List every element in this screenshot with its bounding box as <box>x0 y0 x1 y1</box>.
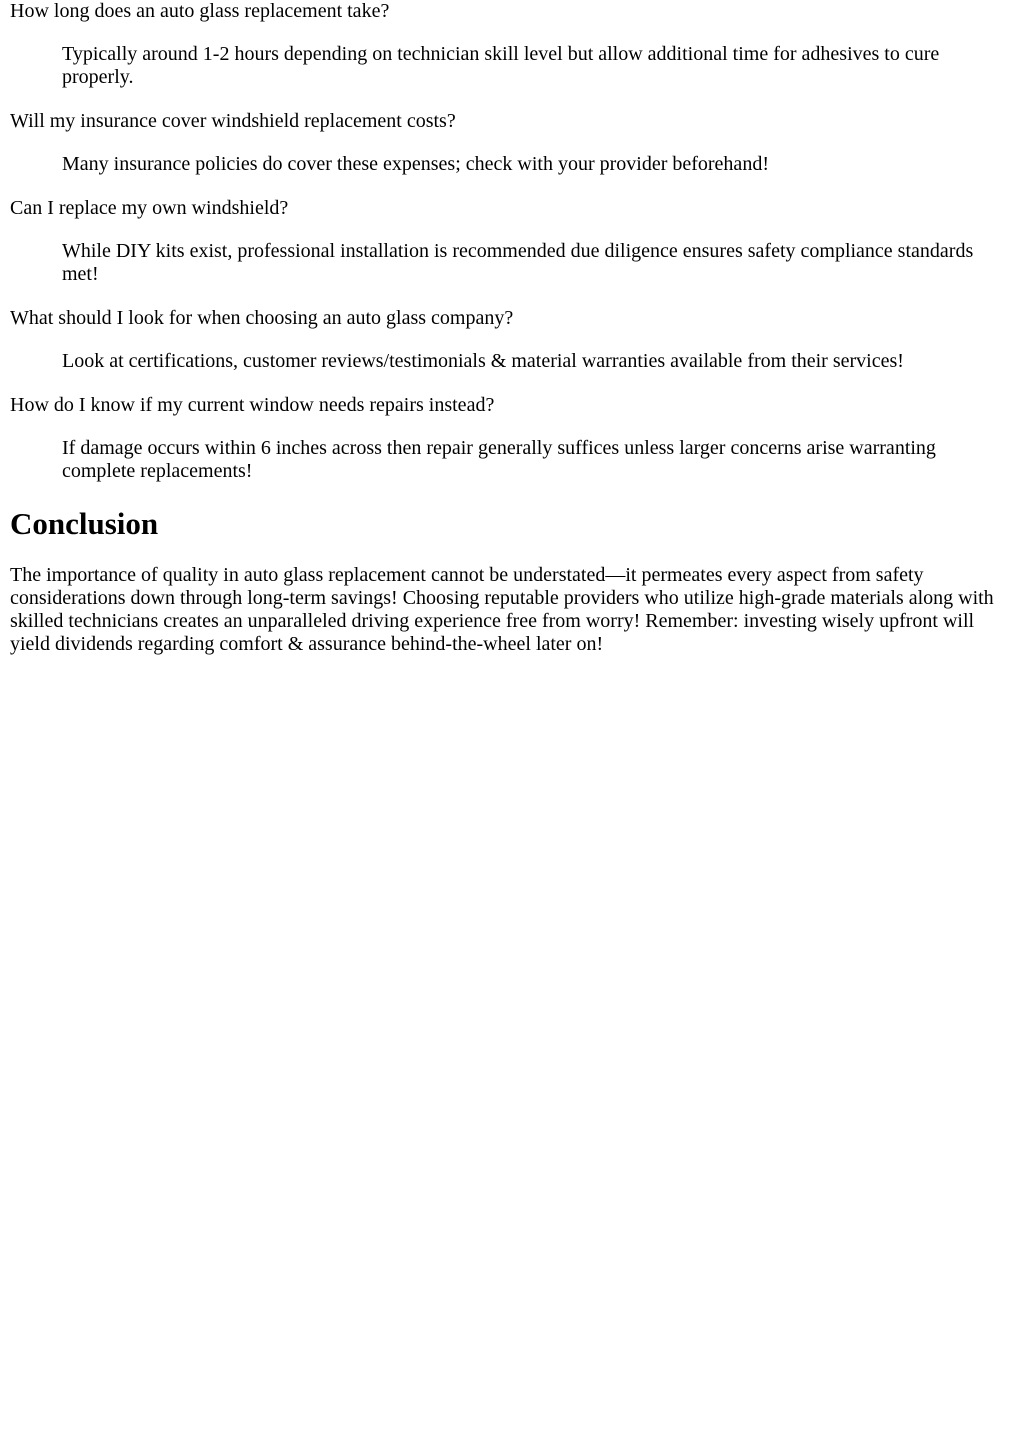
faq-answer: Typically around 1-2 hours depending on technician skill level but allow additional time for adhesives to cure properly. <box>62 43 940 88</box>
faq-question: Can I replace my own windshield? <box>10 197 289 219</box>
faq-answer: If damage occurs within 6 inches across then repair generally suffices unless larger concerns arise warranting complete replacements! <box>62 437 936 482</box>
conclusion-heading: Conclusion <box>10 506 159 541</box>
page-content <box>0 0 1024 656</box>
faq-answer: Many insurance policies do cover these expenses; check with your provider beforehand! <box>62 153 769 175</box>
faq-list <box>10 0 1014 483</box>
faq-answer: Look at certifications, customer reviews/testimonials & material warranties available from their services! <box>62 350 904 372</box>
faq-question: Will my insurance cover windshield replacement costs? <box>10 110 456 132</box>
conclusion-paragraph: The importance of quality in auto glass replacement cannot be understated—it permeates every aspect from safety considerations down through long-term savings! Choosing reputable providers who utilize high-grade materials along with skilled technicians creates an unparalleled driving experience free from worry! Remember: investing wisely upfront will yield dividends regarding comfort & assurance behind-the-wheel later on! <box>10 564 994 655</box>
faq-answer: While DIY kits exist, professional installation is recommended due diligence ensures safety compliance standards met! <box>62 240 974 285</box>
faq-question: What should I look for when choosing an auto glass company? <box>10 307 514 329</box>
faq-question: How long does an auto glass replacement take? <box>10 0 390 22</box>
faq-question: How do I know if my current window needs repairs instead? <box>10 394 495 416</box>
